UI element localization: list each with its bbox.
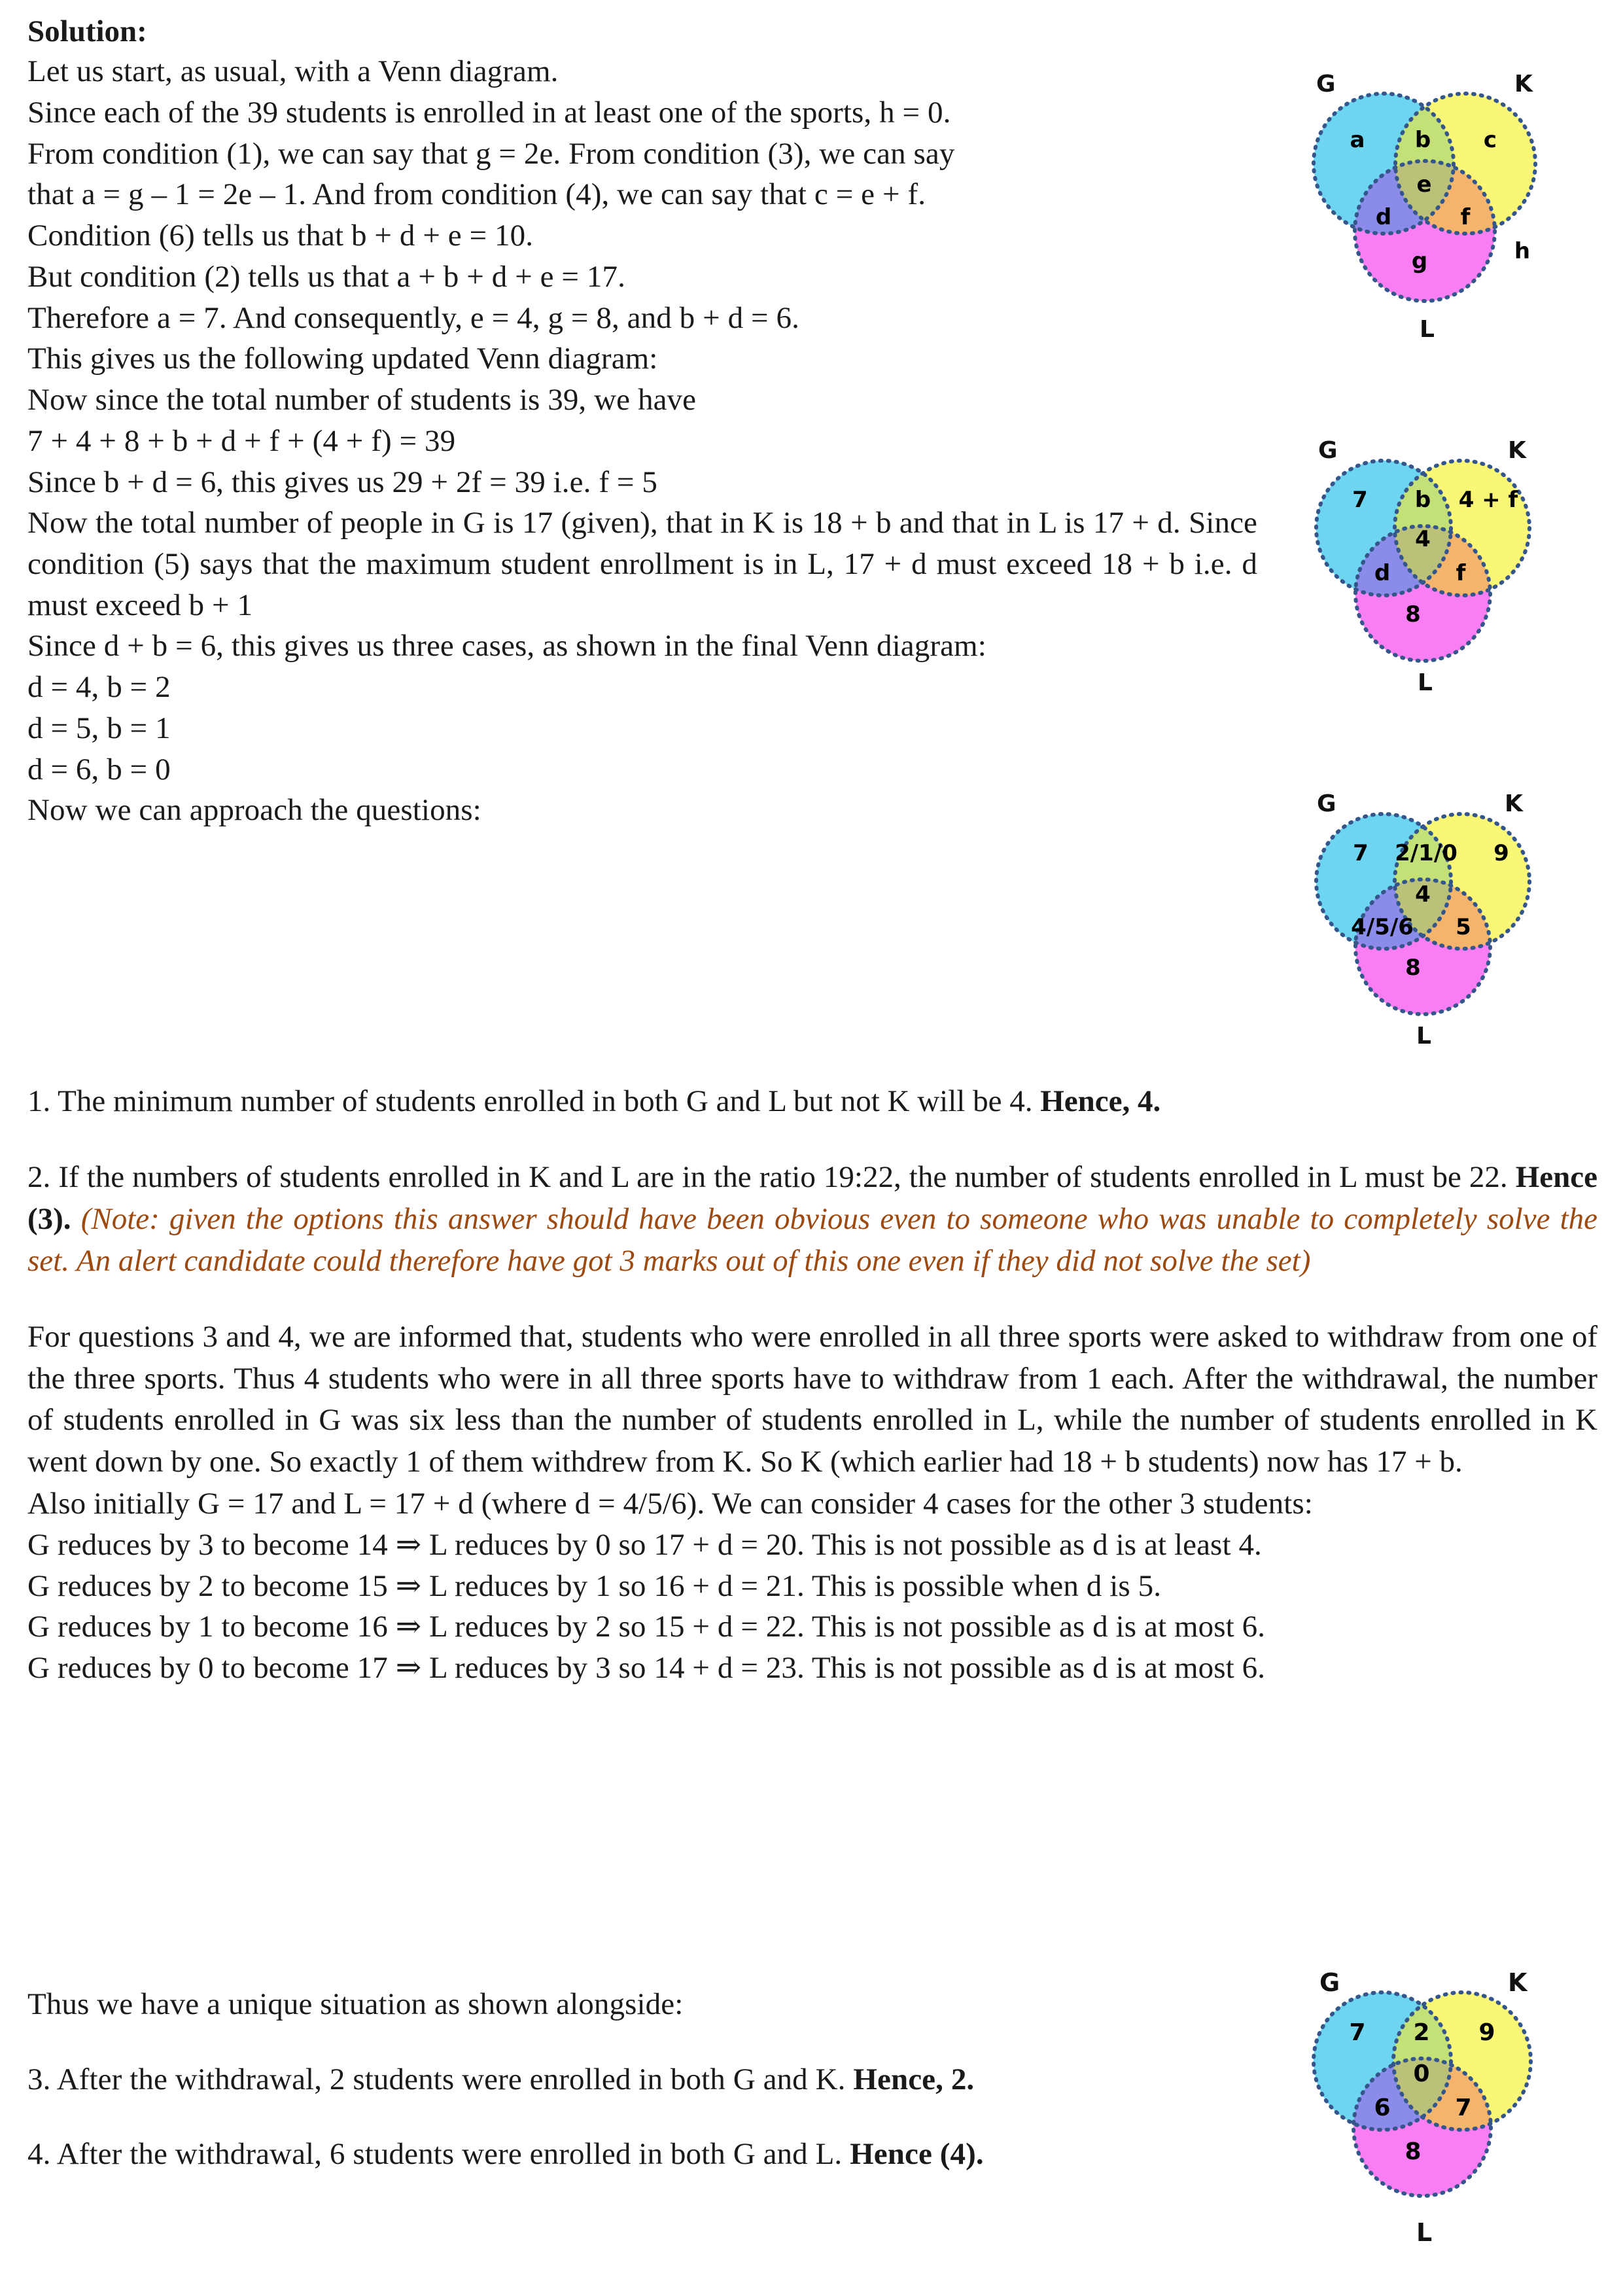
justified-block: Now the total number of people in G is 17 (given), that in K is 18 + b and that in L is 17 + d. Since condition (5) says that the maximum student enrollment is in L, 17 + d must exceed 18 + b i.e. d must exceed b + 1 — [27, 506, 1257, 622]
region-gl-only: 4/5/6 — [1351, 914, 1414, 940]
intro-line-6: But condition (2) tells us that a + b + d + e = 17. — [27, 259, 625, 294]
intro-line-5: Condition (6) tells us that b + d + e = 10. — [27, 219, 534, 253]
label-g: G — [1316, 71, 1336, 97]
question-2-text: 2. If the numbers of students enrolled in K and L are in the ratio 19:22, the number of students enrolled in L must be 22. — [27, 1159, 1516, 1194]
long-explanation-paragraph: For questions 3 and 4, we are informed that, students who were enrolled in all three sports were asked to withdraw from one of the three sports. Thus 4 students who were in all three sports have to withdraw from 1 each. After the withdrawal, the number of students enrolled in G was six less than the number of students enrolled in L, while the number of students enrolled in K went down by one. So exactly 1 of them withdrew from K. So K (which earlier had 18 + b students) now has 17 + b. — [27, 1319, 1597, 1479]
region-k-only: 9 — [1478, 2019, 1495, 2046]
venn-4-svg — [1285, 1953, 1573, 2254]
region-gl-only: d — [1375, 204, 1392, 230]
page-title: Solution: — [27, 14, 147, 48]
intro-line-10: 7 + 4 + 8 + b + d + f + (4 + f) = 39 — [27, 423, 456, 458]
venn-1-svg — [1292, 62, 1567, 350]
region-g-only: 7 — [1349, 2019, 1366, 2046]
region-l-only: 8 — [1405, 601, 1421, 627]
case-analysis-line-4: G reduces by 0 to become 17 ⇒ L reduces by 3 so 14 + d = 23. This is not possible as d is at most 6. — [27, 1651, 1266, 1686]
region-kl-only: 5 — [1456, 914, 1471, 940]
label-g: G — [1319, 1968, 1340, 1997]
region-k-only: c — [1483, 127, 1497, 153]
label-k: K — [1508, 1968, 1527, 1997]
region-outside: h — [1514, 238, 1531, 264]
venn-3-svg — [1292, 782, 1567, 1057]
question-4-answer — [27, 2134, 1257, 2175]
region-gk-only: b — [1414, 487, 1431, 513]
label-k: K — [1508, 437, 1526, 464]
label-l: L — [1416, 1023, 1431, 1050]
label-l: L — [1416, 2218, 1433, 2247]
solution-text-column — [27, 12, 1257, 831]
region-k-only: 4 + f — [1458, 487, 1518, 513]
question-1-answer — [27, 1081, 1597, 1123]
label-l: L — [1420, 316, 1435, 343]
case-analysis-line-0: Also initially G = 17 and L = 17 + d (where d = 4/5/6). We can consider 4 cases for the other 3 students: — [27, 1487, 1313, 1521]
region-gk-only: 2 — [1413, 2019, 1430, 2046]
question-3-text: 3. After the withdrawal, 2 students were enrolled in both G and K. — [27, 2062, 854, 2096]
region-all-three: e — [1416, 171, 1432, 198]
case-line-1: d = 4, b = 2 — [27, 670, 171, 705]
unique-situation-line: Thus we have a unique situation as shown alongside: — [27, 1987, 684, 2021]
region-gk-only: b — [1414, 127, 1431, 153]
intro-line-1: Let us start, as usual, with a Venn diagram. — [27, 54, 559, 89]
approach-line: Now we can approach the questions: — [27, 793, 481, 828]
spacer-3 — [27, 2025, 1257, 2059]
region-all-three: 4 — [1415, 881, 1431, 908]
venn-diagram-3 — [1292, 782, 1567, 1057]
question-2-answer — [27, 1157, 1597, 1282]
spacer-4 — [27, 2100, 1257, 2134]
intro-line-4: that a = g – 1 = 2e – 1. And from condition (4), we can say that c = e + f. — [27, 177, 926, 212]
region-kl-only: 7 — [1455, 2094, 1472, 2121]
region-gl-only: 6 — [1374, 2094, 1391, 2121]
answers-section — [27, 1081, 1597, 1689]
question-1-hence: Hence, 4. — [1040, 1084, 1161, 1118]
label-g: G — [1317, 790, 1336, 817]
intro-line-3: From condition (1), we can say that g = 2e. From condition (3), we can say — [27, 136, 955, 171]
region-kl-only: f — [1460, 204, 1471, 230]
question-4-hence: Hence (4). — [850, 2137, 984, 2172]
final-answers-section — [27, 1984, 1257, 2175]
spacer-2 — [27, 1282, 1597, 1316]
question-3-answer — [27, 2059, 1257, 2100]
case-analysis-line-2: G reduces by 2 to become 15 ⇒ L reduces by 1 so 16 + d = 21. This is possible when d is 5. — [27, 1568, 1162, 1603]
question-3-hence: Hence, 2. — [853, 2062, 975, 2096]
venn-diagram-2 — [1292, 429, 1567, 703]
region-l-only: g — [1411, 248, 1428, 274]
region-all-three: 0 — [1413, 2060, 1430, 2087]
label-l: L — [1418, 669, 1433, 696]
label-k: K — [1505, 790, 1523, 817]
region-g-only: 7 — [1353, 840, 1369, 866]
intro-line-9: Now since the total number of students is 39, we have — [27, 383, 697, 417]
region-gl-only: d — [1374, 560, 1391, 586]
region-g-only: a — [1350, 127, 1365, 153]
cases-intro: Since d + b = 6, this gives us three cases, as shown in the final Venn diagram: — [27, 629, 986, 663]
intro-line-8: This gives us the following updated Venn diagram: — [27, 342, 658, 376]
venn-diagram-1 — [1292, 62, 1567, 350]
region-l-only: 8 — [1405, 2138, 1422, 2165]
venn-diagram-4 — [1285, 1953, 1573, 2254]
spacer-1 — [27, 1123, 1597, 1157]
intro-line-7: Therefore a = 7. And consequently, e = 4, g = 8, and b + d = 6. — [27, 300, 799, 335]
region-l-only: 8 — [1405, 955, 1421, 981]
label-k: K — [1514, 71, 1533, 97]
intro-line-2: Since each of the 39 students is enrolled in at least one of the sports, h = 0. — [27, 95, 951, 130]
case-analysis-line-1: G reduces by 3 to become 14 ⇒ L reduces by 0 so 17 + d = 20. This is not possible as d is at least 4. — [27, 1527, 1262, 1562]
case-line-2: d = 5, b = 1 — [27, 711, 171, 745]
region-all-three: 4 — [1415, 526, 1431, 552]
region-k-only: 9 — [1493, 840, 1509, 866]
case-line-3: d = 6, b = 0 — [27, 752, 171, 786]
region-gk-only: 2/1/0 — [1395, 840, 1457, 866]
venn-2-svg — [1292, 429, 1567, 703]
intro-line-11: Since b + d = 6, this gives us 29 + 2f = 39 i.e. f = 5 — [27, 465, 657, 499]
region-kl-only: f — [1456, 560, 1466, 586]
region-g-only: 7 — [1352, 487, 1368, 513]
case-analysis-line-3: G reduces by 1 to become 16 ⇒ L reduces by 2 so 15 + d = 22. This is not possible as d is at most 6. — [27, 1610, 1266, 1644]
label-g: G — [1318, 437, 1338, 464]
question-2-hence: Hence (3). — [27, 1159, 1597, 1236]
question-4-text: 4. After the withdrawal, 6 students were enrolled in both G and L. — [27, 2137, 850, 2172]
question-2-note: (Note: given the options this answer should have been obvious even to someone who was unable to completely solve the set. An alert candidate could therefore have got 3 marks out of this one even if they did not solve the set) — [27, 1201, 1598, 1278]
question-1-text: 1. The minimum number of students enrolled in both G and L but not K will be 4. — [27, 1084, 1041, 1118]
